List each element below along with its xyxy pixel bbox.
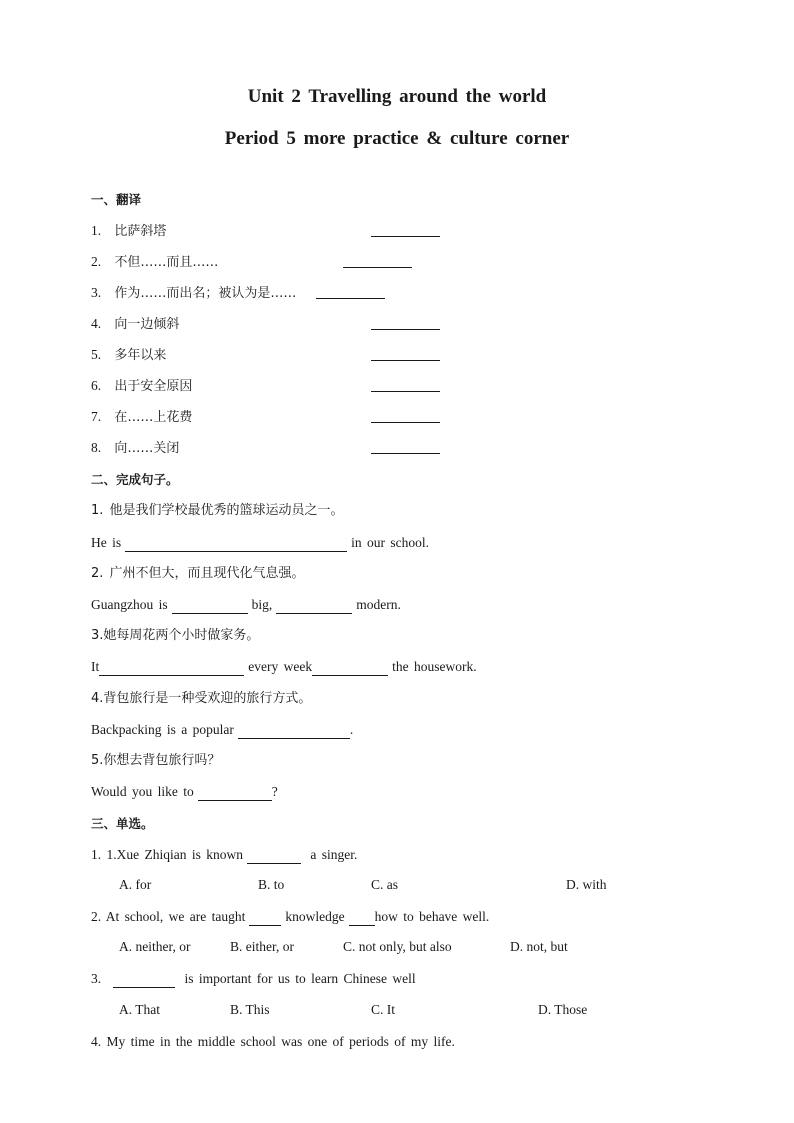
- answer-blank[interactable]: [316, 298, 385, 299]
- sentence-1-english: He is in our school.: [91, 535, 429, 550]
- sentence-1-chinese: 1. 他是我们学校最优秀的篮球运动员之一。: [91, 503, 344, 518]
- answer-blank[interactable]: [371, 422, 440, 423]
- sentence-4-english: Backpacking is a popular .: [91, 722, 354, 737]
- option-c[interactable]: C. not only, but also: [343, 939, 452, 954]
- answer-blank[interactable]: [249, 911, 281, 926]
- answer-blank[interactable]: [371, 391, 440, 392]
- sentence-2-english: Guangzhou is big, modern.: [91, 597, 401, 612]
- sentence-3-english: It every week the housework.: [91, 659, 477, 674]
- answer-blank[interactable]: [125, 537, 347, 552]
- option-d[interactable]: D. with: [566, 877, 607, 892]
- translate-item-6: 6. 出于安全原因: [91, 378, 193, 394]
- option-c[interactable]: C. as: [371, 877, 398, 892]
- answer-blank[interactable]: [371, 329, 440, 330]
- answer-blank[interactable]: [247, 849, 301, 864]
- answer-blank[interactable]: [349, 911, 375, 926]
- sentence-3-chinese: 3.她每周花两个小时做家务。: [91, 628, 260, 643]
- option-b[interactable]: B. to: [258, 877, 285, 892]
- translate-item-8: 8. 向……关闭: [91, 440, 180, 456]
- option-b[interactable]: B. either, or: [230, 939, 294, 954]
- translate-item-7: 7. 在……上花费: [91, 409, 193, 425]
- answer-blank[interactable]: [371, 360, 440, 361]
- answer-blank[interactable]: [238, 724, 350, 739]
- answer-blank[interactable]: [276, 599, 352, 614]
- translate-item-3: 3. 作为……而出名；被认为是……: [91, 285, 297, 301]
- sentence-5-english: Would you like to ?: [91, 784, 278, 799]
- section-1-heading: 一、翻译: [91, 192, 142, 207]
- sentence-4-chinese: 4.背包旅行是一种受欢迎的旅行方式。: [91, 691, 312, 706]
- mc-question-2: 2. At school, we are taught knowledge how to behave well.: [91, 909, 490, 924]
- option-a[interactable]: A. for: [119, 877, 152, 892]
- option-b[interactable]: B. This: [230, 1002, 270, 1017]
- answer-blank[interactable]: [371, 236, 440, 237]
- option-a[interactable]: A. That: [119, 1002, 160, 1017]
- answer-blank[interactable]: [198, 786, 272, 801]
- translate-item-2: 2. 不但……而且……: [91, 254, 219, 270]
- mc-question-3: 3. is important for us to learn Chinese well: [91, 971, 416, 986]
- answer-blank[interactable]: [113, 973, 175, 988]
- sentence-2-chinese: 2. 广州不但大，而且现代化气息强。: [91, 566, 305, 581]
- option-d[interactable]: D. Those: [538, 1002, 588, 1017]
- mc-question-1: 1. 1.Xue Zhiqian is known a singer.: [91, 847, 358, 862]
- page-subtitle: Period 5 more practice & culture corner: [224, 128, 570, 149]
- mc-question-4: 4. My time in the middle school was one of periods of my life.: [91, 1034, 455, 1049]
- answer-blank[interactable]: [312, 661, 388, 676]
- section-2-heading: 二、完成句子。: [91, 472, 179, 487]
- section-3-heading: 三、单选。: [91, 816, 154, 831]
- translate-item-1: 1. 比萨斜塔: [91, 223, 167, 239]
- translate-item-5: 5. 多年以来: [91, 347, 167, 363]
- sentence-5-chinese: 5.你想去背包旅行吗？: [91, 753, 221, 768]
- page-title: Unit 2 Travelling around the world: [247, 86, 547, 107]
- option-d[interactable]: D. not, but: [510, 939, 568, 954]
- option-c[interactable]: C. It: [371, 1002, 396, 1017]
- answer-blank[interactable]: [343, 267, 412, 268]
- translate-item-4: 4. 向一边倾斜: [91, 316, 180, 332]
- answer-blank[interactable]: [99, 661, 244, 676]
- option-a[interactable]: A. neither, or: [119, 939, 191, 954]
- answer-blank[interactable]: [371, 453, 440, 454]
- answer-blank[interactable]: [172, 599, 248, 614]
